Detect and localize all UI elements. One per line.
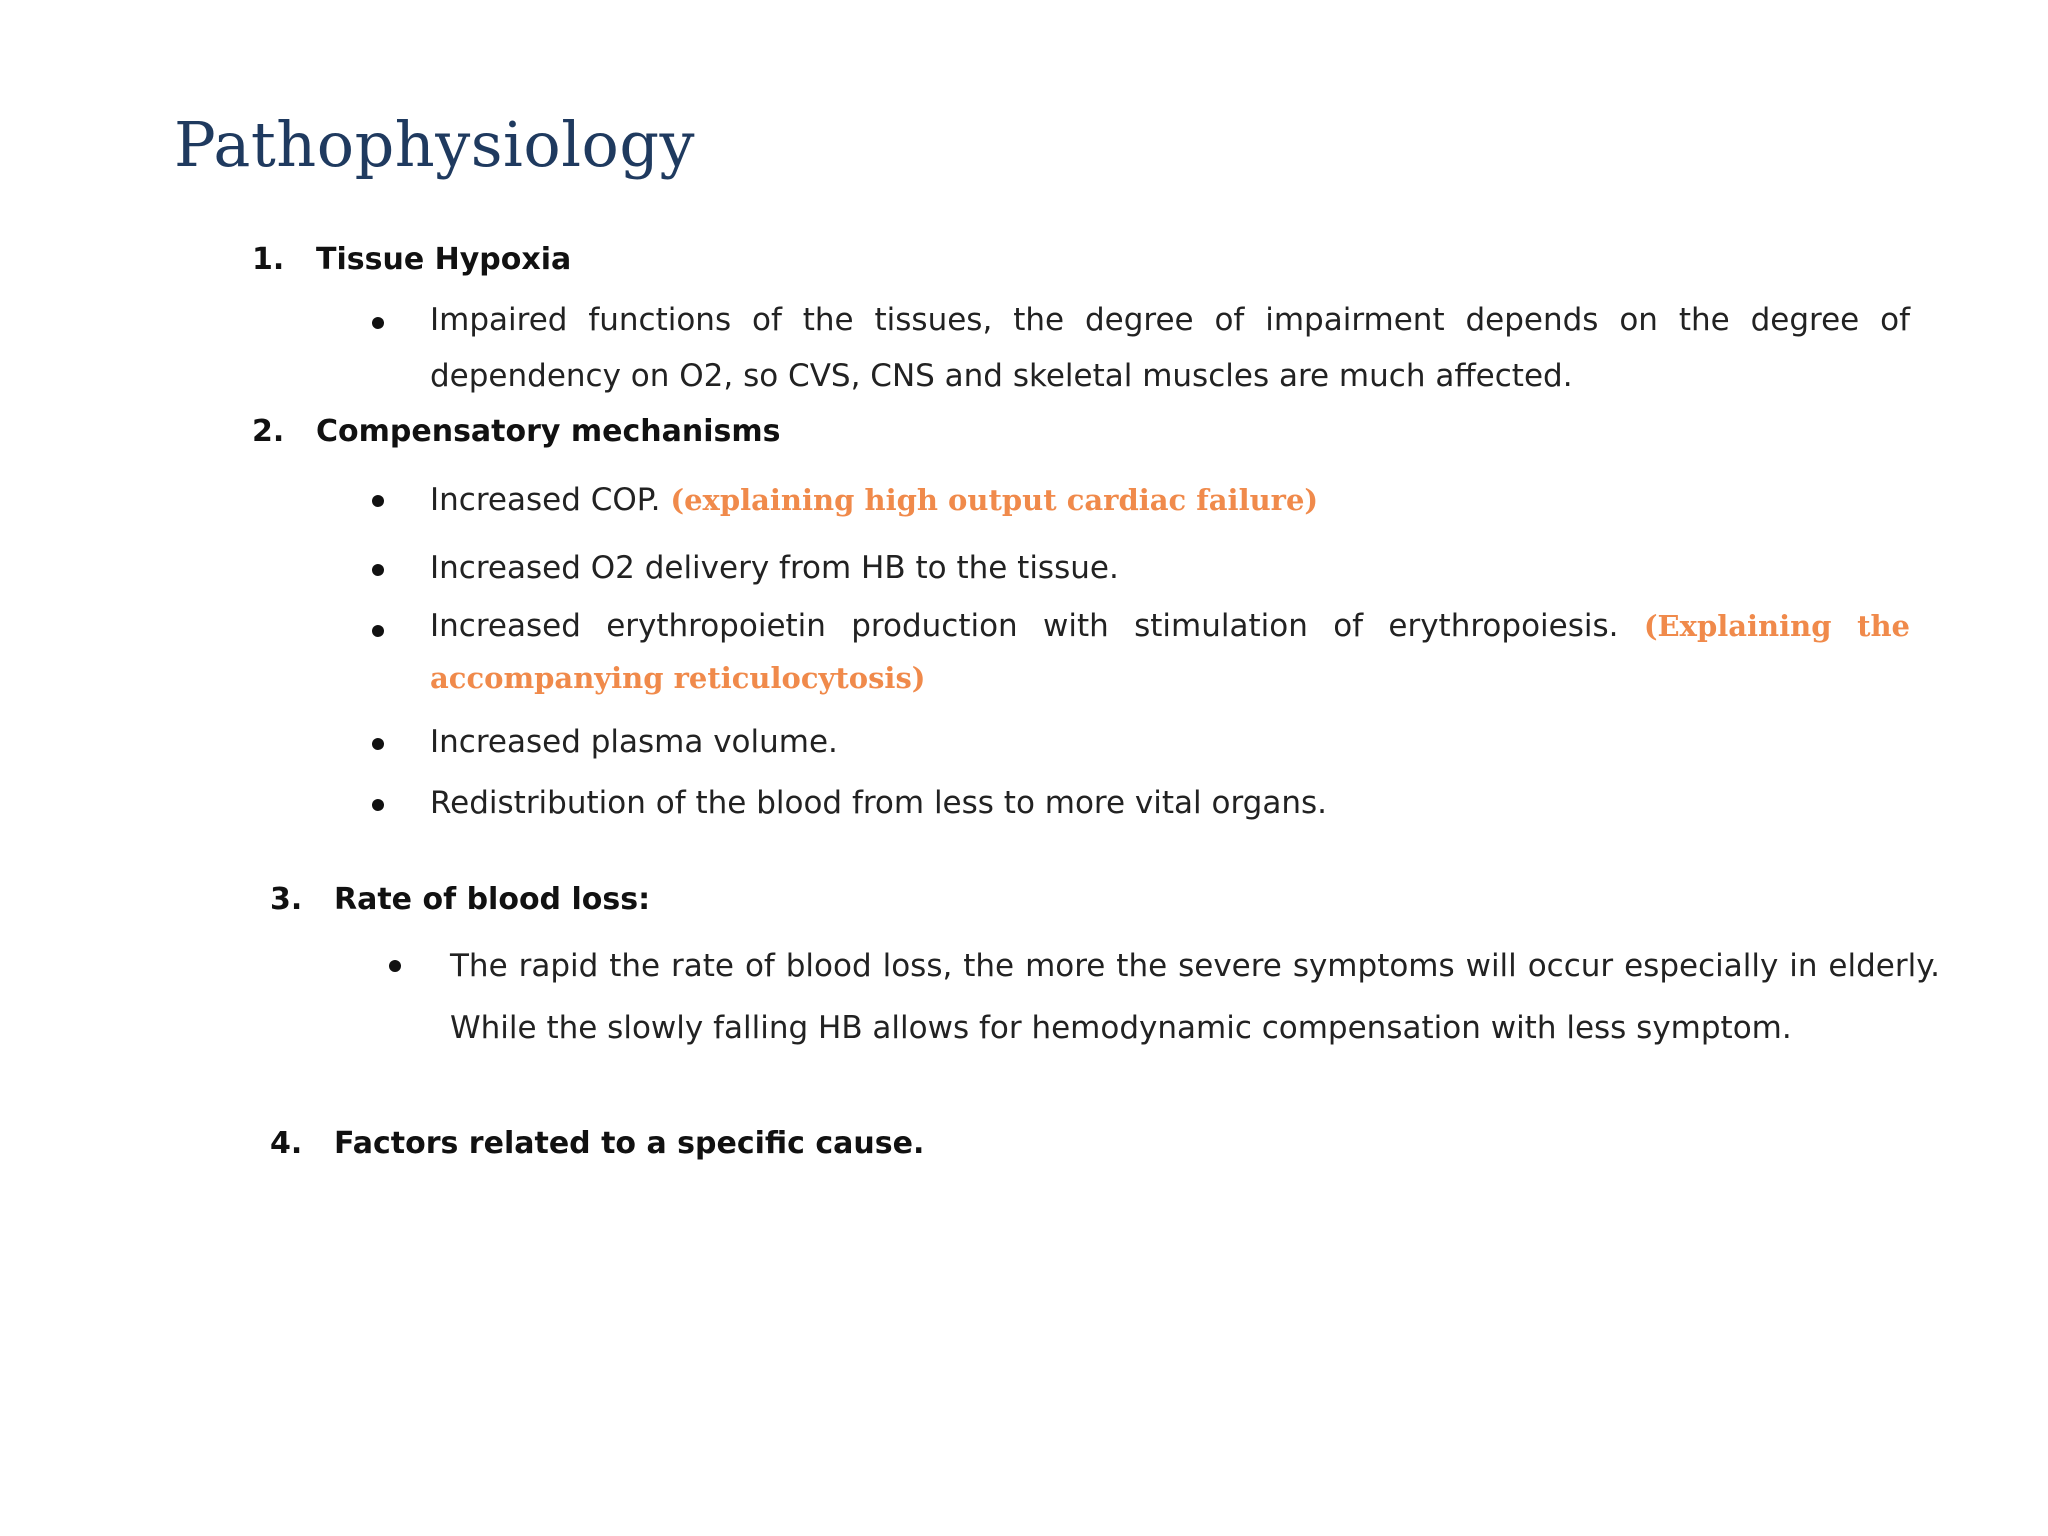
section-title: Factors related to a specific cause.	[334, 1126, 925, 1161]
bullet-icon	[372, 799, 384, 811]
bullet-text: Increased plasma volume.	[430, 724, 838, 760]
bullet-icon	[389, 960, 401, 972]
bullet-text: The rapid the rate of blood loss, the more the severe symptoms will occur especially in elderly. While the slowly falling HB allows for hemodynamic compensation with less symptom.	[450, 948, 1940, 1046]
bullet-icon	[372, 564, 384, 576]
section-number: 4.	[270, 1126, 303, 1161]
bullet-text: Increased erythropoietin production with stimulation of erythropoiesis.	[430, 608, 1619, 644]
annotation-note: (Explaining the accompanying reticulocytosis)	[430, 609, 1911, 695]
section-title: Tissue Hypoxia	[316, 242, 572, 277]
section-heading-compensatory-mechanisms	[252, 414, 781, 449]
section-number: 3.	[270, 882, 303, 917]
bullet-text: Impaired functions of the tissues, the degree of impairment depends on the degree of dependency on O2, so CVS, CNS and skeletal muscles are much affected.	[430, 302, 1910, 394]
section-title: Rate of blood loss:	[334, 882, 651, 917]
bullet-text: Increased COP.	[430, 482, 661, 518]
section-heading-factors	[270, 1126, 924, 1161]
bullet-text: Redistribution of the blood from less to more vital organs.	[430, 785, 1327, 821]
section-title: Compensatory mechanisms	[316, 414, 781, 449]
section-heading-tissue-hypoxia	[252, 242, 571, 277]
section-number: 2.	[252, 414, 285, 449]
bullet-text: Increased O2 delivery from HB to the tissue.	[430, 550, 1119, 586]
page-title: Pathophysiology	[174, 108, 696, 181]
section-number: 1.	[252, 242, 285, 277]
bullet-icon	[372, 625, 384, 637]
annotation-note: (explaining high output cardiac failure)	[670, 483, 1319, 517]
section-heading-rate-of-blood-loss	[270, 882, 650, 917]
bullet-icon	[372, 495, 384, 507]
bullet-icon	[372, 317, 384, 329]
bullet-icon	[372, 738, 384, 750]
